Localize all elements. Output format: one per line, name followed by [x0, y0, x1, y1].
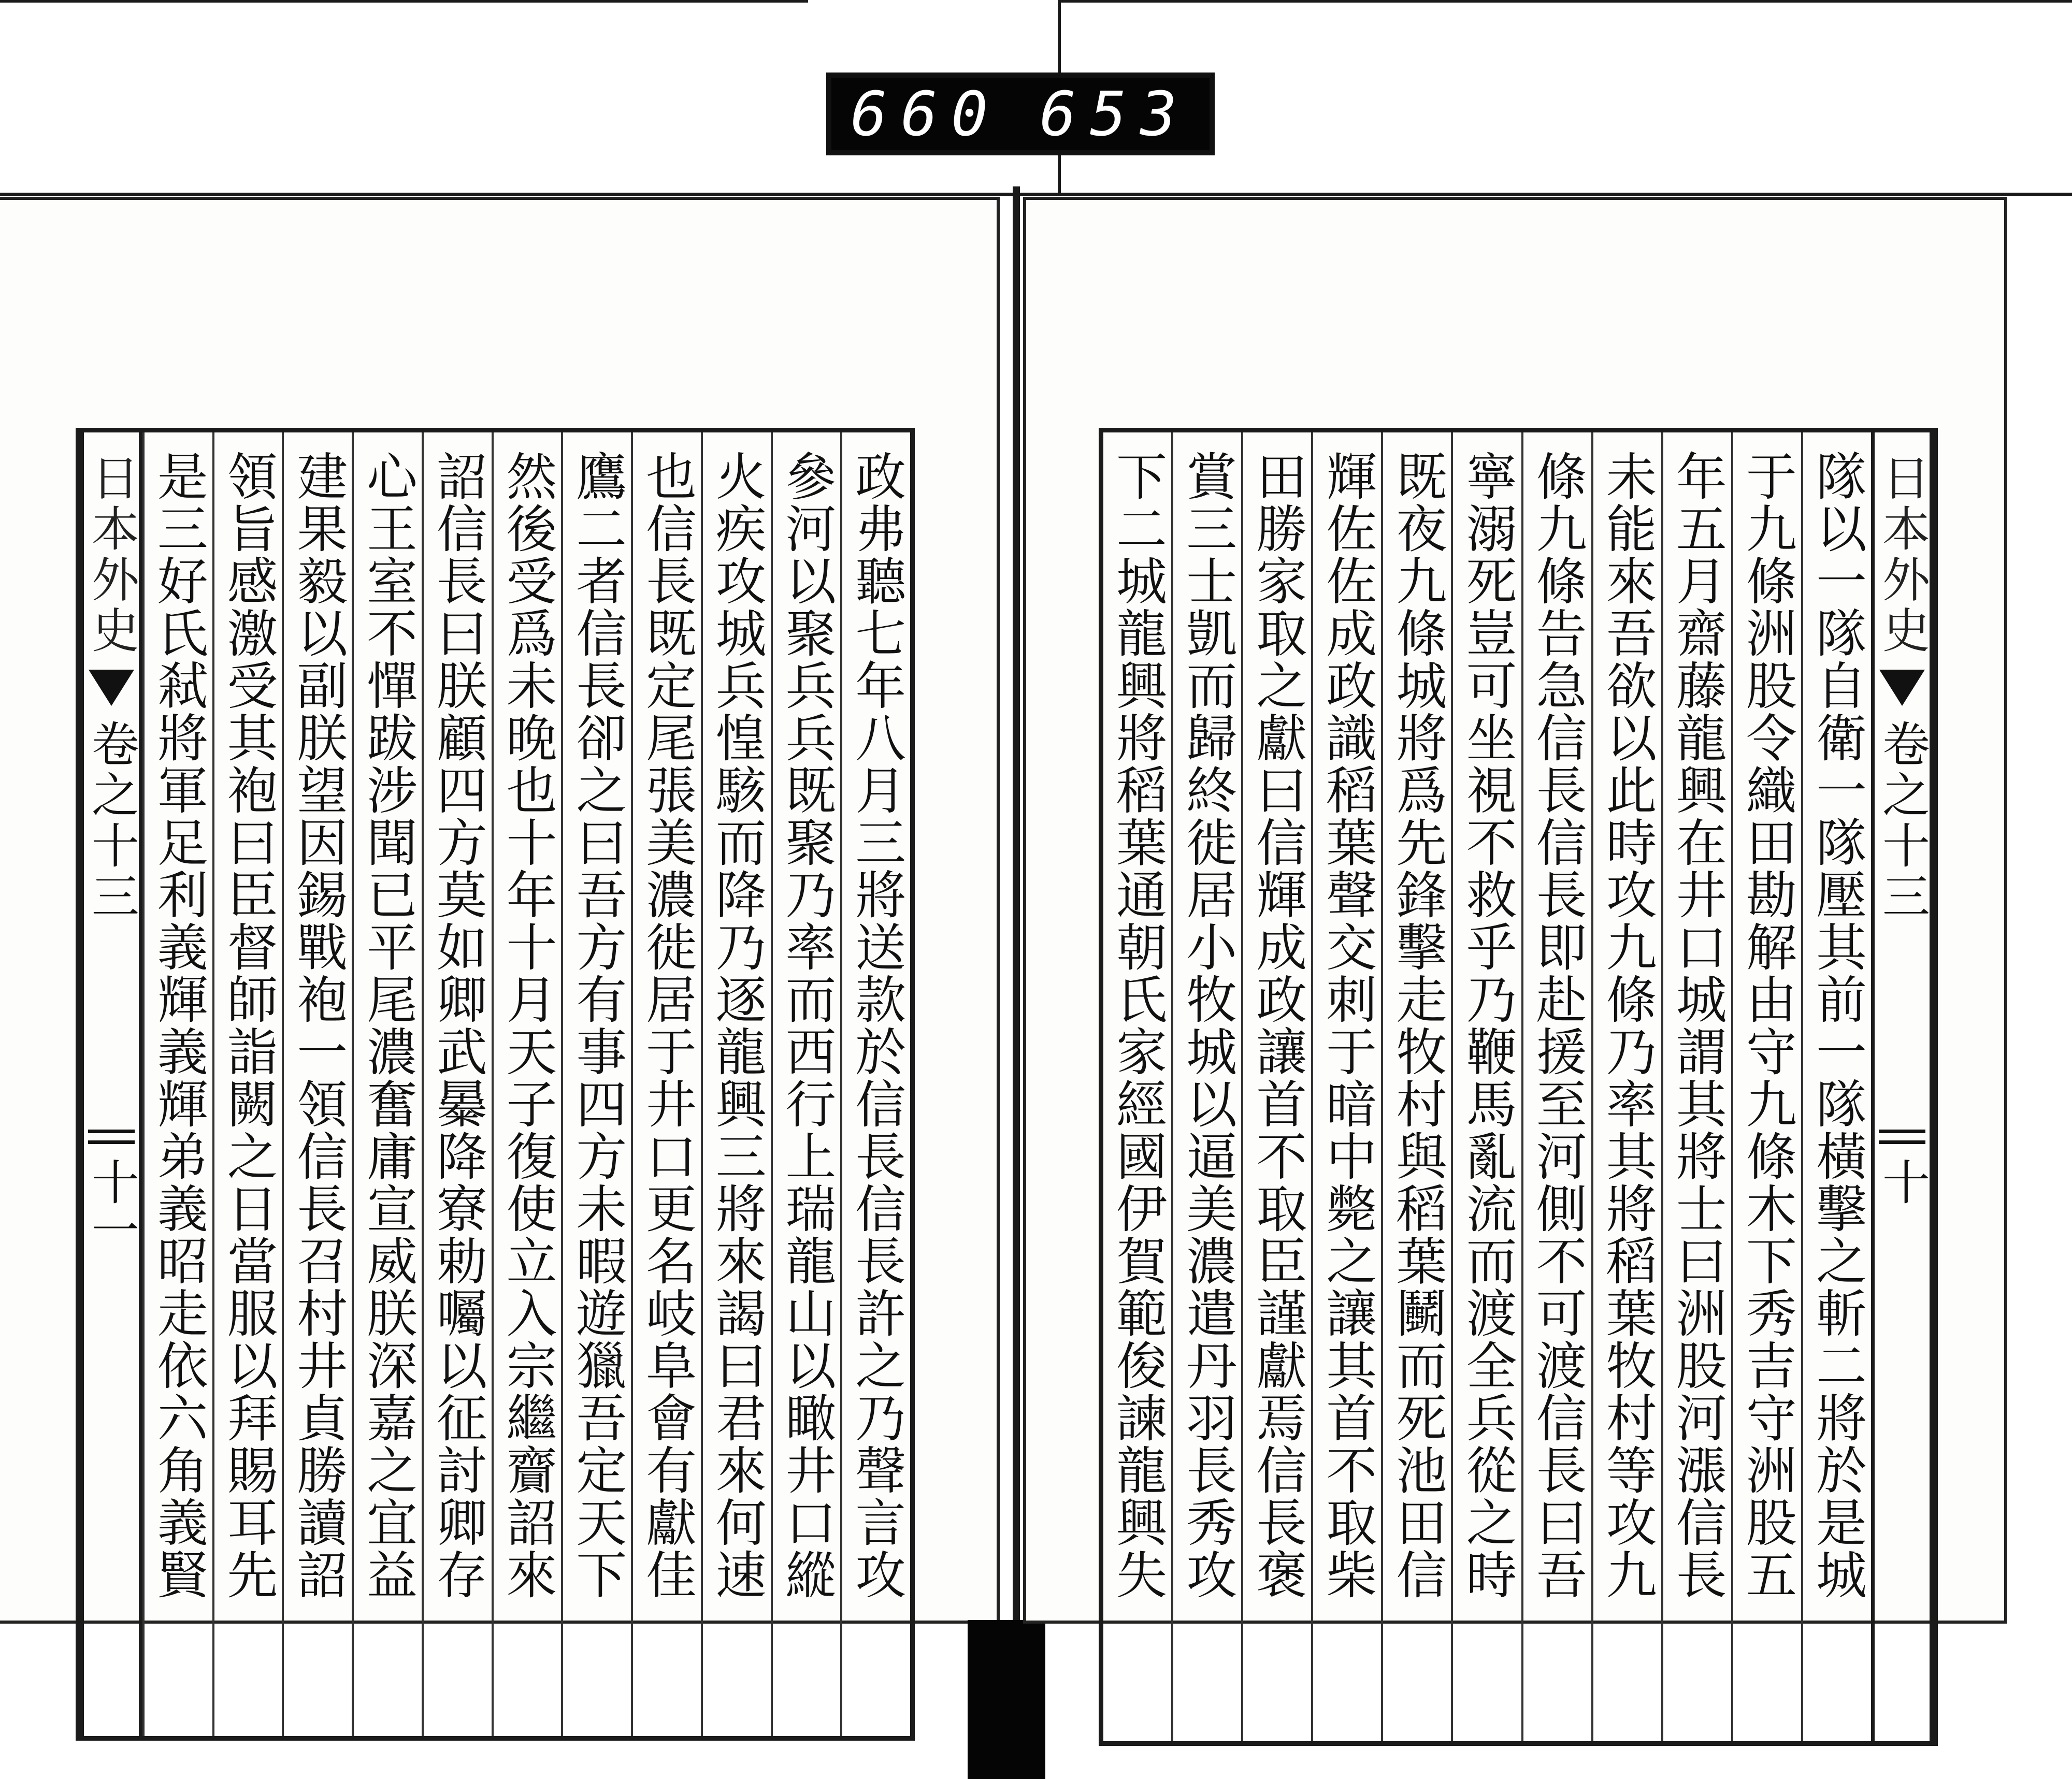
frame-number-badge: [826, 73, 1215, 155]
text-column: 然後受爲未晚也十年十月天子復使立入宗繼齎詔來: [492, 432, 562, 1736]
scan-top-line: [0, 0, 808, 3]
text-column: 隊以一隊自衛一隊壓其前一隊橫擊之斬二將於是城: [1801, 432, 1871, 1741]
page-number: 十: [1875, 1158, 1930, 1205]
left-page-margin: [80, 432, 142, 1736]
fish-tail-mark-icon: [1879, 670, 1925, 706]
text-column: 是三好氏弒將軍足利義輝義輝弟義昭走依六角義賢: [142, 432, 212, 1736]
text-column: 建果毅以副朕望因錫戰袍一領信長召村井貞勝讀詔: [282, 432, 352, 1736]
margin-rule: [88, 1130, 135, 1144]
text-column: 于九條洲股令織田勘解由守九條木下秀吉守洲股五: [1731, 432, 1801, 1741]
right-page-margin: [1871, 432, 1933, 1741]
text-column: 賞三士凱而歸終徙居小牧城以逼美濃遣丹羽長秀攻: [1171, 432, 1241, 1741]
text-column: 詔信長曰朕顧四方莫如卿武㬥降寮勅囑以征討卿存: [422, 432, 492, 1736]
text-column: 寧溺死豈可坐視不救乎乃鞭馬亂流而渡全兵從之時: [1451, 432, 1521, 1741]
frame-number-2: 653: [1039, 78, 1191, 150]
right-text-frame: [1099, 428, 1938, 1746]
text-column: 政弗聽七年八月三將送款於信長信長許之乃聲言攻: [840, 432, 910, 1736]
text-column: 領旨感激受其袍曰臣督師詣闕之日當服以拜賜耳先: [212, 432, 282, 1736]
spine-shadow: [968, 1620, 1045, 1779]
text-column: 年五月齋藤龍興在井口城謂其將士曰洲股河漲信長: [1661, 432, 1731, 1741]
book-title: 日本外史: [83, 453, 139, 656]
text-column: 既夜九條城將爲先鋒擊走牧村與稻葉鬭而死池田信: [1381, 432, 1451, 1741]
book-title: 日本外史: [1875, 453, 1930, 656]
volume-label: 卷之十三: [83, 719, 139, 922]
text-column: 火疾攻城兵惶駭而降乃逐龍興三將來謁曰君來何速: [701, 432, 771, 1736]
text-column: 下二城龍興將稻葉通朝氏家經國伊賀範俊諫龍興失: [1107, 450, 1167, 1601]
text-column: 參河以聚兵兵既聚乃率而西行上瑞龍山以瞰井口縱: [771, 432, 841, 1736]
text-column: 條九條告急信長信長即赴援至河側不可渡信長曰吾: [1521, 432, 1591, 1741]
scan-rule: [0, 193, 2072, 196]
text-column: 心王室不憚跋涉聞已平尾濃奮庸宣威朕深嘉之宜益: [352, 432, 422, 1736]
left-page: [0, 197, 1000, 1624]
text-column: 也信長既定尾張美濃徙居于井口更名岐阜會有獻佳: [631, 432, 701, 1736]
text-column: 未能來吾欲以此時攻九條乃率其將稻葉牧村等攻九: [1591, 432, 1661, 1741]
book-spine: [1013, 186, 1020, 1637]
text-column: 輝佐佐成政識稻葉聲交刺于暗中斃之讓其首不取柴: [1311, 432, 1381, 1741]
scan-top-line-right: [1059, 0, 2072, 3]
left-text-frame: [76, 428, 915, 1741]
text-column: 田勝家取之獻曰信輝成政讓首不取臣謹獻焉信長褒: [1241, 432, 1311, 1741]
margin-rule: [1879, 1130, 1925, 1144]
page-number: 十一: [83, 1158, 139, 1253]
text-column: 鷹二者信長卻之曰吾方有事四方未暇遊獵吾定天下: [561, 432, 631, 1736]
fish-tail-mark-icon: [89, 670, 134, 706]
frame-number-1: 660: [850, 78, 1002, 150]
volume-label: 卷之十三: [1875, 719, 1930, 922]
right-page: [1023, 197, 2007, 1624]
